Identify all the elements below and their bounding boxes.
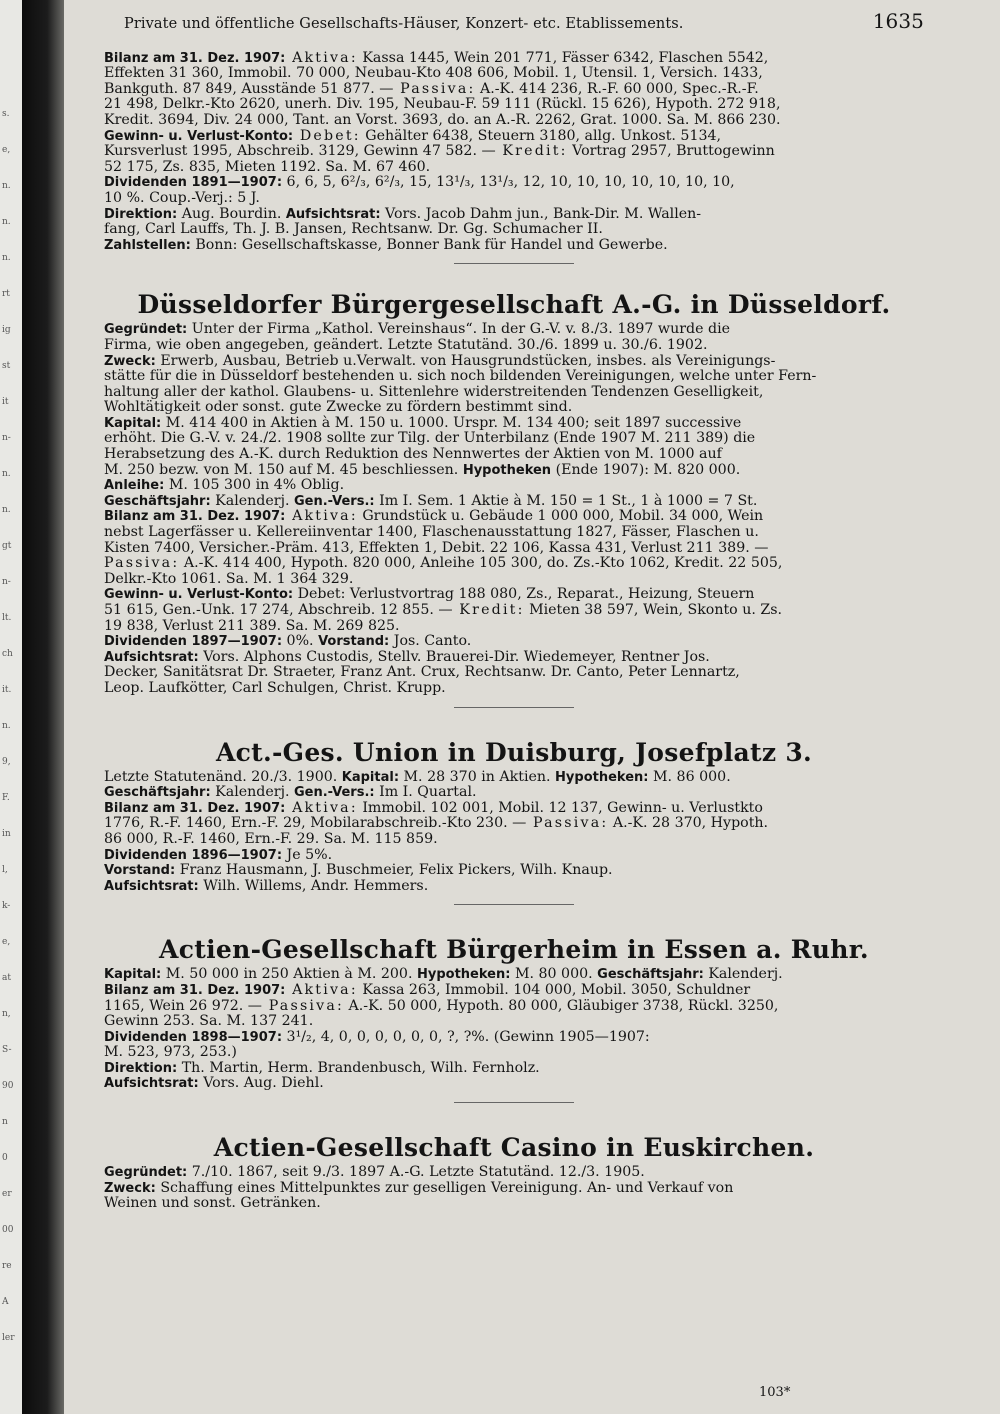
margin-fragment: n.	[2, 505, 11, 515]
text-line	[104, 238, 924, 254]
text-segment: Immobil. 102 001, Mobil. 12 137, Gewinn- u. Verlustkto	[357, 799, 763, 816]
text-segment: Erwerb, Ausbau, Betrieb u.Verwalt. von Hausgrundstücken, insbes. als Vereinigungs-	[155, 352, 776, 369]
text-segment: M. 105 300 in 4% Oblig.	[164, 477, 345, 494]
field-label: Zweck:	[104, 353, 156, 369]
text-segment: Decker, Sanitätsrat Dr. Straeter, Franz Ant. Crux, Rechtsanw. Dr. Canto, Peter Lennartz,	[104, 664, 740, 681]
field-label: Zweck:	[104, 1180, 156, 1196]
text-line	[104, 207, 924, 223]
text-line	[104, 175, 924, 191]
spaced-label: Aktiva:	[285, 981, 358, 998]
text-line	[104, 400, 924, 416]
field-label: Gegründet:	[104, 322, 188, 338]
text-segment: 52 175, Zs. 835, Mieten 1192. Sa. M. 67 460.	[104, 158, 431, 175]
margin-fragment: 00	[2, 1225, 14, 1235]
facing-page-fragments	[0, 0, 20, 1414]
text-line	[104, 650, 924, 666]
text-line	[104, 322, 924, 338]
text-segment: Bankguth. 87 849, Ausstände 51 877. —	[104, 80, 394, 97]
text-segment: A.-K. 28 370, Hypoth.	[608, 815, 769, 832]
margin-fragment: ler	[2, 1333, 15, 1343]
text-segment: Bonn: Gesellschaftskasse, Bonner Bank für Handel und Gewerbe.	[190, 236, 668, 253]
text-segment: Delkr.-Kto 1061. Sa. M. 1 364 329.	[104, 570, 354, 587]
field-label: Aufsichtsrat:	[285, 206, 381, 222]
text-segment: Vors. Aug. Diehl.	[198, 1075, 324, 1092]
margin-fragment: rt	[2, 289, 10, 299]
spaced-label: Aktiva:	[285, 508, 358, 525]
text-segment: Kalenderj.	[703, 966, 783, 983]
margin-fragment: l,	[2, 865, 8, 875]
company-entry	[104, 290, 924, 696]
company-entry	[104, 935, 924, 1092]
field-label: Geschäftsjahr:	[104, 785, 211, 801]
text-line	[104, 494, 924, 510]
text-segment: Aug. Bourdin.	[177, 205, 286, 222]
margin-fragment: A	[2, 1297, 9, 1307]
text-line	[104, 541, 924, 557]
text-line	[104, 463, 924, 479]
margin-fragment: ig	[2, 325, 11, 335]
company-entry	[104, 738, 924, 895]
text-segment: Kassa 263, Immobil. 104 000, Mobil. 3050, Schuldner	[357, 981, 751, 998]
margin-fragment: n,	[2, 1009, 11, 1019]
text-segment: Grundstück u. Gebäude 1 000 000, Mobil. 34 000, Wein	[357, 508, 764, 525]
margin-fragment: n.	[2, 217, 11, 227]
margin-fragment: 9,	[2, 757, 11, 767]
spaced-label: Passiva:	[104, 555, 180, 572]
text-line	[104, 1061, 924, 1077]
text-segment: stätte für die in Düsseldorf bestehenden u. sich noch bildenden Vereinigungen, welche unter Fern-	[104, 368, 817, 385]
text-segment: Schaffung eines Mittelpunktes zur geselligen Vereinigung. An- und Verkauf von	[155, 1179, 734, 1196]
text-line	[104, 354, 924, 370]
margin-fragment: 90	[2, 1081, 14, 1091]
text-line	[104, 832, 924, 848]
field-label: Bilanz am 31. Dez. 1907:	[104, 509, 286, 525]
text-segment: nebst Lagerfässer u. Kellereiinventar 1400, Flaschenausstattung 1827, Fässer, Flaschen u.	[104, 524, 759, 541]
text-line	[104, 431, 924, 447]
margin-fragment: gt	[2, 541, 12, 551]
text-line	[104, 97, 924, 113]
margin-fragment: re	[2, 1261, 12, 1271]
text-segment: M. 414 400 in Aktien à M. 150 u. 1000. Urspr. M. 134 400; seit 1897 successive	[161, 414, 742, 431]
text-line	[104, 385, 924, 401]
spaced-label: Passiva:	[261, 997, 345, 1014]
margin-fragment: n	[2, 1117, 8, 1127]
text-line	[104, 416, 924, 432]
facing-page-edge	[0, 0, 22, 1414]
text-segment: Herabsetzung des A.-K. durch Reduktion des Nennwertes der Aktien von M. 1000 auf	[104, 446, 722, 463]
spaced-label: Passiva:	[393, 80, 476, 97]
text-segment: Leop. Laufkötter, Carl Schulgen, Christ. Krupp.	[104, 679, 446, 696]
field-label: Kapital:	[104, 967, 162, 983]
text-line	[104, 587, 924, 603]
text-segment: A.-K. 414 400, Hypoth. 820 000, Anleihe 105 300, do. Zs.-Kto 1062, Kredit. 22 505,	[179, 555, 783, 572]
text-line	[104, 1181, 924, 1197]
text-segment: A.-K. 414 236, R.-F. 60 000, Spec.-R.-F.	[475, 80, 759, 97]
text-segment: 6, 6, 5, 6²/₃, 6²/₃, 15, 13¹/₃, 13¹/₃, 12, 10, 10, 10, 10, 10, 10, 10,	[282, 174, 735, 191]
field-label: Hypotheken:	[555, 769, 649, 785]
text-segment: fang, Carl Lauffs, Th. J. B. Jansen, Rechtsanw. Dr. Gg. Schumacher II.	[104, 221, 603, 238]
text-line	[104, 113, 924, 129]
field-label: Dividenden 1898—1907:	[104, 1029, 283, 1045]
text-segment: Letzte Statutenänd. 20./3. 1900.	[104, 768, 342, 785]
company-entry	[104, 1133, 924, 1212]
margin-fragment: it.	[2, 685, 12, 695]
spaced-label: Kredit:	[495, 143, 568, 160]
text-segment: Th. Martin, Herm. Brandenbusch, Wilh. Fernholz.	[177, 1059, 540, 1076]
company-entry	[104, 51, 924, 254]
text-segment: Vors. Alphons Custodis, Stellv. Brauerei-Dir. Wiedemeyer, Rentner Jos.	[198, 648, 710, 665]
text-segment: Wilh. Willems, Andr. Hemmers.	[198, 877, 429, 894]
text-line	[104, 879, 924, 895]
margin-fragment: 0	[2, 1153, 8, 1163]
spaced-label: Passiva:	[526, 815, 609, 832]
text-line	[104, 619, 924, 635]
margin-fragment: it	[2, 397, 9, 407]
text-segment: M. 28 370 in Aktien.	[399, 768, 556, 785]
margin-fragment: F.	[2, 793, 10, 803]
field-label: Gen.-Vers.:	[294, 785, 375, 801]
text-segment: Gewinn 253. Sa. M. 137 241.	[104, 1013, 314, 1030]
field-label: Hypotheken:	[416, 967, 511, 983]
entries-container	[104, 51, 924, 1212]
margin-fragment: at	[2, 973, 11, 983]
text-segment: 1165, Wein 26 972. —	[104, 997, 262, 1014]
text-segment: 10 %. Coup.-Verj.: 5 J.	[104, 189, 260, 206]
text-segment: 19 838, Verlust 211 389. Sa. M. 269 825.	[104, 617, 400, 634]
page-number: 1635	[872, 9, 924, 33]
text-line	[104, 478, 924, 494]
field-label: Kapital:	[341, 769, 400, 785]
text-line	[104, 191, 924, 207]
page-content	[104, 9, 924, 1212]
text-line	[104, 369, 924, 385]
running-head	[124, 9, 924, 33]
binding-shadow	[22, 0, 64, 1414]
section-divider	[454, 1102, 574, 1103]
section-divider	[454, 263, 574, 264]
text-segment: erhöht. Die G.-V. v. 24./2. 1908 sollte zur Tilg. der Unterbilanz (Ende 1907 M. 211 389) die	[104, 430, 756, 447]
text-segment: 3¹/₂, 4, 0, 0, 0, 0, 0, 0, ?, ?%. (Gewinn 1905—1907:	[282, 1028, 650, 1045]
margin-fragment: st	[2, 361, 11, 371]
text-line	[104, 572, 924, 588]
text-line	[104, 1045, 924, 1061]
text-line	[104, 785, 924, 801]
text-segment: Effekten 31 360, Immobil. 70 000, Neubau-Kto 408 606, Mobil. 1, Utensil. 1, Versich. 1433,	[104, 65, 763, 82]
text-segment: Kisten 7400, Versicher.-Präm. 413, Effekten 1, Debit. 22 106, Kassa 431, Verlust 211 389. —	[104, 539, 769, 556]
text-line	[104, 51, 924, 67]
spaced-label: Debet:	[293, 127, 361, 144]
field-label: Aufsichtsrat:	[104, 878, 199, 894]
text-line	[104, 129, 924, 145]
text-segment: Vors. Jacob Dahm jun., Bank-Dir. M. Wallen-	[380, 205, 702, 222]
field-label: Zahlstellen:	[104, 237, 191, 253]
text-segment: 86 000, R.-F. 1460, Ern.-F. 29. Sa. M. 115 859.	[104, 830, 438, 847]
text-line	[104, 634, 924, 650]
text-segment: Mieten 38 597, Wein, Skonto u. Zs.	[524, 602, 783, 618]
margin-fragment: in	[2, 829, 11, 839]
text-line	[104, 801, 924, 817]
text-segment: Unter der Firma „Kathol. Vereinshaus“. In der G.-V. v. 8./3. 1897 wurde die	[187, 321, 730, 338]
margin-fragment: n.	[2, 253, 11, 263]
margin-fragment: s.	[2, 109, 10, 119]
text-line	[104, 999, 924, 1015]
field-label: Gewinn- u. Verlust-Konto:	[104, 128, 294, 144]
text-line	[104, 1196, 924, 1212]
text-line	[104, 160, 924, 176]
spaced-label: Kredit:	[452, 602, 525, 618]
field-label: Bilanz am 31. Dez. 1907:	[104, 800, 286, 816]
text-line	[104, 222, 924, 238]
text-line	[104, 603, 924, 619]
field-label: Aufsichtsrat:	[104, 1076, 199, 1092]
text-segment: Kredit. 3694, Div. 24 000, Tant. an Vorst. 3693, do. an A.-R. 2262, Grat. 1000. Sa. M. 866 230.	[104, 111, 781, 128]
text-segment: Jos. Canto.	[389, 633, 472, 650]
text-segment: Je 5%.	[282, 846, 333, 863]
margin-fragment: k-	[2, 901, 11, 911]
margin-fragment: lt.	[2, 613, 12, 623]
text-segment: (Ende 1907): M. 820 000.	[551, 461, 741, 478]
text-segment: Im I. Quartal.	[374, 784, 477, 801]
field-label: Vorstand:	[104, 863, 176, 879]
text-line	[104, 1014, 924, 1030]
text-segment: M. 86 000.	[648, 768, 731, 785]
company-heading: Düsseldorfer Bürgergesellschaft A.-G. in Düsseldorf.	[137, 290, 891, 320]
text-line	[104, 509, 924, 525]
field-label: Vorstand:	[318, 634, 390, 650]
text-segment: Debet: Verlustvortrag 188 080, Zs., Reparat., Heizung, Steuern	[293, 586, 755, 603]
text-segment: 0%.	[282, 633, 319, 650]
margin-fragment: n.	[2, 181, 11, 191]
field-label: Gen.-Vers.:	[294, 493, 375, 509]
document-page	[64, 0, 1000, 1414]
text-segment: Kursverlust 1995, Abschreib. 3129, Gewinn 47 582. —	[104, 143, 496, 160]
company-heading: Actien-Gesellschaft Casino in Euskirchen.	[213, 1133, 815, 1163]
text-segment: 1776, R.-F. 1460, Ern.-F. 29, Mobilarabschreib.-Kto 230. —	[104, 815, 527, 832]
margin-fragment: n-	[2, 433, 11, 443]
field-label: Direktion:	[104, 1060, 178, 1076]
text-segment: M. 80 000.	[510, 966, 598, 983]
margin-fragment: n.	[2, 721, 11, 731]
field-label: Direktion:	[104, 206, 178, 222]
text-segment: Kalenderj.	[210, 492, 294, 509]
margin-fragment: n.	[2, 469, 11, 479]
text-line	[104, 525, 924, 541]
text-line	[104, 681, 924, 697]
field-label: Kapital:	[104, 415, 162, 431]
text-segment: Wohltätigkeit oder sonst. gute Zwecke zu fördern bestimmt sind.	[104, 399, 573, 416]
text-line	[104, 848, 924, 864]
text-line	[104, 665, 924, 681]
spaced-label: Aktiva:	[285, 49, 358, 66]
margin-fragment: e,	[2, 937, 11, 947]
text-segment: Franz Hausmann, J. Buschmeier, Felix Pickers, Wilh. Knaup.	[175, 862, 613, 879]
text-segment: Gehälter 6438, Steuern 3180, allg. Unkost. 5134,	[360, 127, 722, 144]
signature-mark: 103*	[759, 1385, 791, 1400]
text-line	[104, 82, 924, 98]
text-segment: M. 250 bezw. von M. 150 auf M. 45 beschliessen.	[104, 461, 463, 478]
field-label: Dividenden 1891—1907:	[104, 175, 283, 191]
margin-fragment: n-	[2, 577, 11, 587]
margin-fragment: er	[2, 1189, 12, 1199]
text-segment: A.-K. 50 000, Hypoth. 80 000, Gläubiger 3738, Rückl. 3250,	[344, 997, 779, 1014]
text-segment: Vortrag 2957, Bruttogewinn	[567, 143, 775, 160]
section-divider	[454, 707, 574, 708]
text-segment: M. 50 000 in 250 Aktien à M. 200.	[161, 966, 417, 983]
text-line	[104, 556, 924, 572]
text-line	[104, 66, 924, 82]
text-segment: M. 523, 973, 253.)	[104, 1044, 237, 1061]
margin-fragment: ch	[2, 649, 13, 659]
text-line	[104, 1030, 924, 1046]
text-line	[104, 447, 924, 463]
company-heading: Act.-Ges. Union in Duisburg, Josefplatz 3.	[215, 737, 813, 767]
text-segment: Weinen und sonst. Getränken.	[104, 1195, 321, 1212]
text-line	[104, 1076, 924, 1092]
field-label: Dividenden 1896—1907:	[104, 847, 283, 863]
field-label: Hypotheken	[462, 462, 552, 478]
text-line	[104, 816, 924, 832]
margin-fragment: e,	[2, 145, 11, 155]
field-label: Geschäftsjahr:	[104, 493, 211, 509]
company-heading: Actien-Gesellschaft Bürgerheim in Essen a. Ruhr.	[159, 935, 869, 965]
field-label: Gewinn- u. Verlust-Konto:	[104, 587, 294, 603]
text-line	[104, 144, 924, 160]
text-segment: Kassa 1445, Wein 201 771, Fässer 6342, Flaschen 5542,	[357, 49, 769, 66]
text-segment: Firma, wie oben angegeben, geändert. Letzte Statutänd. 30./6. 1899 u. 30./6. 1902.	[104, 336, 708, 353]
spaced-label: Aktiva:	[285, 799, 358, 816]
text-line	[104, 863, 924, 879]
field-label: Bilanz am 31. Dez. 1907:	[104, 50, 286, 66]
field-label: Geschäftsjahr:	[597, 967, 704, 983]
field-label: Bilanz am 31. Dez. 1907:	[104, 982, 286, 998]
text-line	[104, 338, 924, 354]
field-label: Dividenden 1897—1907:	[104, 634, 283, 650]
text-segment: Im I. Sem. 1 Aktie à M. 150 = 1 St., 1 à 1000 = 7 St.	[374, 492, 758, 509]
text-segment: 21 498, Delkr.-Kto 2620, unerh. Div. 195, Neubau-F. 59 111 (Rückl. 15 626), Hypoth. 272 918,	[104, 96, 781, 113]
field-label: Aufsichtsrat:	[104, 649, 199, 665]
text-segment: Kalenderj.	[210, 784, 294, 801]
field-label: Gegründet:	[104, 1165, 188, 1181]
text-line	[104, 1165, 924, 1181]
field-label: Anleihe:	[104, 478, 165, 494]
text-segment: 7./10. 1867, seit 9./3. 1897 A.-G. Letzte Statutänd. 12./3. 1905.	[187, 1164, 645, 1181]
text-line	[104, 983, 924, 999]
text-segment: 51 615, Gen.-Unk. 17 274, Abschreib. 12 855. —	[104, 602, 453, 618]
text-line	[104, 770, 924, 786]
margin-fragment: S-	[2, 1045, 12, 1055]
text-line	[104, 967, 924, 983]
running-head-title: Private und öffentliche Gesellschafts-Häuser, Konzert- etc. Etablissements.	[124, 16, 684, 32]
section-divider	[454, 904, 574, 905]
text-segment: haltung aller der kathol. Glaubens- u. Sittenlehre widerstreitenden Tendenzen Geselligkeit,	[104, 383, 764, 400]
